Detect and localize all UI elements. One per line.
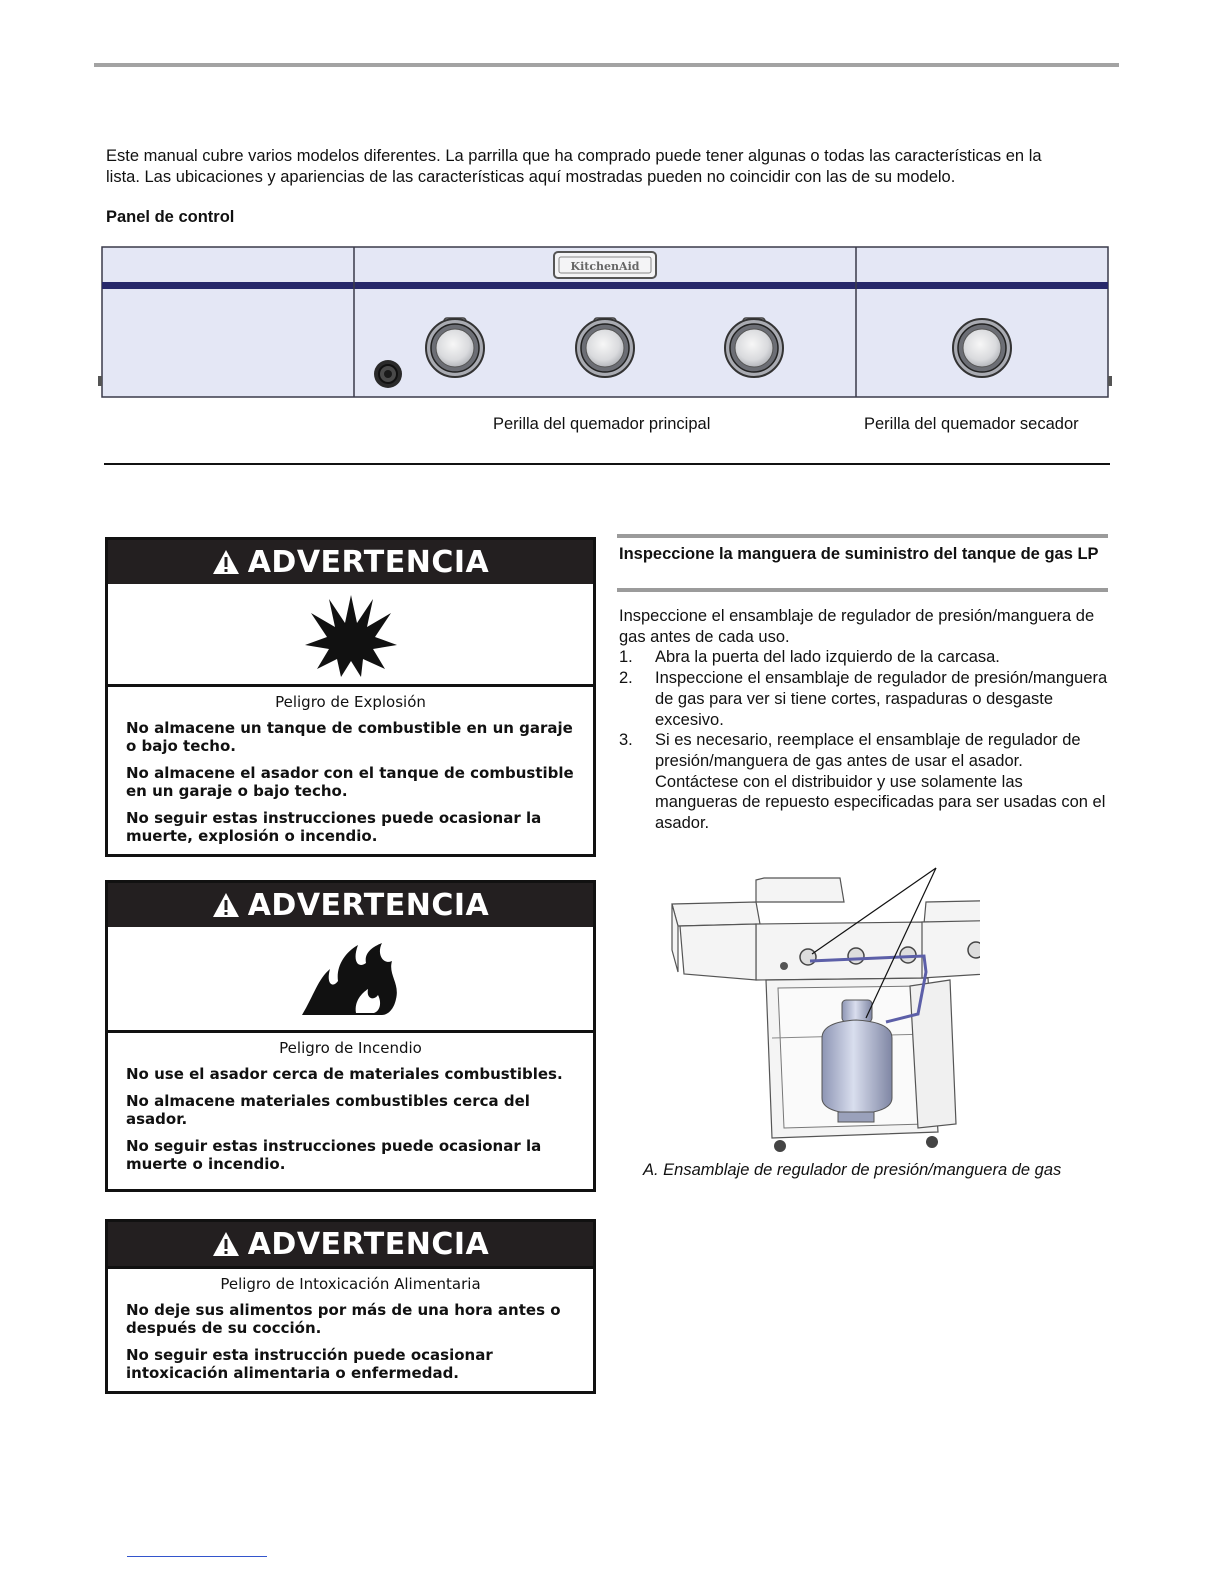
warning-triangle-icon <box>212 1231 240 1257</box>
main-burner-knob-2[interactable] <box>576 318 634 377</box>
section-divider <box>104 463 1110 465</box>
intro-line-2: lista. Las ubicaciones y apariencias de las características aquí mostradas pueden no coincidir con las de su modelo. <box>106 168 956 186</box>
inspect-body <box>619 606 1109 834</box>
logo-text: KitchenAid <box>570 260 640 273</box>
inspect-top-rule <box>617 534 1108 538</box>
warning-title: ADVERTENCIA <box>247 1226 490 1262</box>
igniter-button[interactable] <box>374 360 402 388</box>
main-burner-knob-3[interactable] <box>725 318 783 377</box>
dryer-burner-caption: Perilla del quemador secador <box>864 415 1079 433</box>
warning-explosion <box>105 537 596 857</box>
control-panel-heading: Panel de control <box>106 208 235 226</box>
hazard-title: Peligro de Incendio <box>279 1039 422 1057</box>
warning-header <box>108 883 593 927</box>
top-divider <box>94 63 1119 67</box>
hazard-title: Peligro de Intoxicación Alimentaria <box>220 1275 481 1293</box>
main-burner-knob-1[interactable] <box>426 318 484 377</box>
warning-header <box>108 540 593 584</box>
warning-line: No almacene materiales combustibles cerca del asador. <box>126 1092 530 1128</box>
fire-icon <box>108 927 593 1033</box>
warning-header <box>108 1222 593 1266</box>
dryer-burner-knob[interactable] <box>953 319 1011 377</box>
warning-triangle-icon <box>212 549 240 575</box>
intro-line-1: Este manual cubre varios modelos diferentes. La parrilla que ha comprado puede tener algunas o todas las características en la <box>106 147 1042 165</box>
grill-caption: A. Ensamblaje de regulador de presión/manguera de gas <box>643 1161 1062 1179</box>
warning-line: No seguir estas instrucciones puede ocasionar la muerte, explosión o incendio. <box>126 809 542 845</box>
explosion-icon <box>108 584 593 687</box>
warning-title: ADVERTENCIA <box>247 544 490 580</box>
warning-fire <box>105 880 596 1192</box>
warning-title: ADVERTENCIA <box>247 887 490 923</box>
warning-line: No almacene el asador con el tanque de combustible en un garaje o bajo techo. <box>126 764 574 800</box>
warning-line: No seguir estas instrucciones puede ocasionar la muerte o incendio. <box>126 1137 542 1173</box>
warning-triangle-icon <box>212 892 240 918</box>
inspect-heading: Inspeccione la manguera de suministro del tanque de gas LP <box>619 545 1099 563</box>
inspect-bottom-rule <box>617 588 1108 592</box>
kitchenaid-logo <box>554 252 656 278</box>
grill-illustration <box>660 862 980 1158</box>
step-item: 1. Abra la puerta del lado izquierdo de la carcasa. <box>619 648 1000 667</box>
warning-line: No almacene un tanque de combustible en un garaje o bajo techo. <box>126 719 573 755</box>
main-burner-caption: Perilla del quemador principal <box>493 415 711 433</box>
warning-food-poisoning <box>105 1219 596 1394</box>
hazard-title: Peligro de Explosión <box>275 693 426 711</box>
footer-link-underline <box>127 1556 267 1557</box>
warning-line: No use el asador cerca de materiales combustibles. <box>126 1065 563 1083</box>
inspect-intro: Inspeccione el ensamblaje de regulador de presión/manguera de gas antes de cada uso. <box>619 607 1095 646</box>
step-item: 3. Si es necesario, reemplace el ensamblaje de regulador de presión/manguera de gas antes de usar el asador. Contáctese con el distribuidor y use solamente las mangueras de repuesto especificadas para ser usadas con el asador. <box>619 731 1106 833</box>
step-item: 2. Inspeccione el ensamblaje de regulador de presión/manguera de gas para ver si tiene cortes, raspaduras o desgaste excesivo. <box>619 669 1108 729</box>
warning-line: No deje sus alimentos por más de una hora antes o después de su cocción. <box>126 1301 561 1337</box>
intro-paragraph <box>106 146 1116 188</box>
warning-line: No seguir esta instrucción puede ocasionar intoxicación alimentaria o enfermedad. <box>126 1346 493 1382</box>
inspect-steps <box>619 647 1109 833</box>
control-panel-illustration <box>98 240 1114 402</box>
